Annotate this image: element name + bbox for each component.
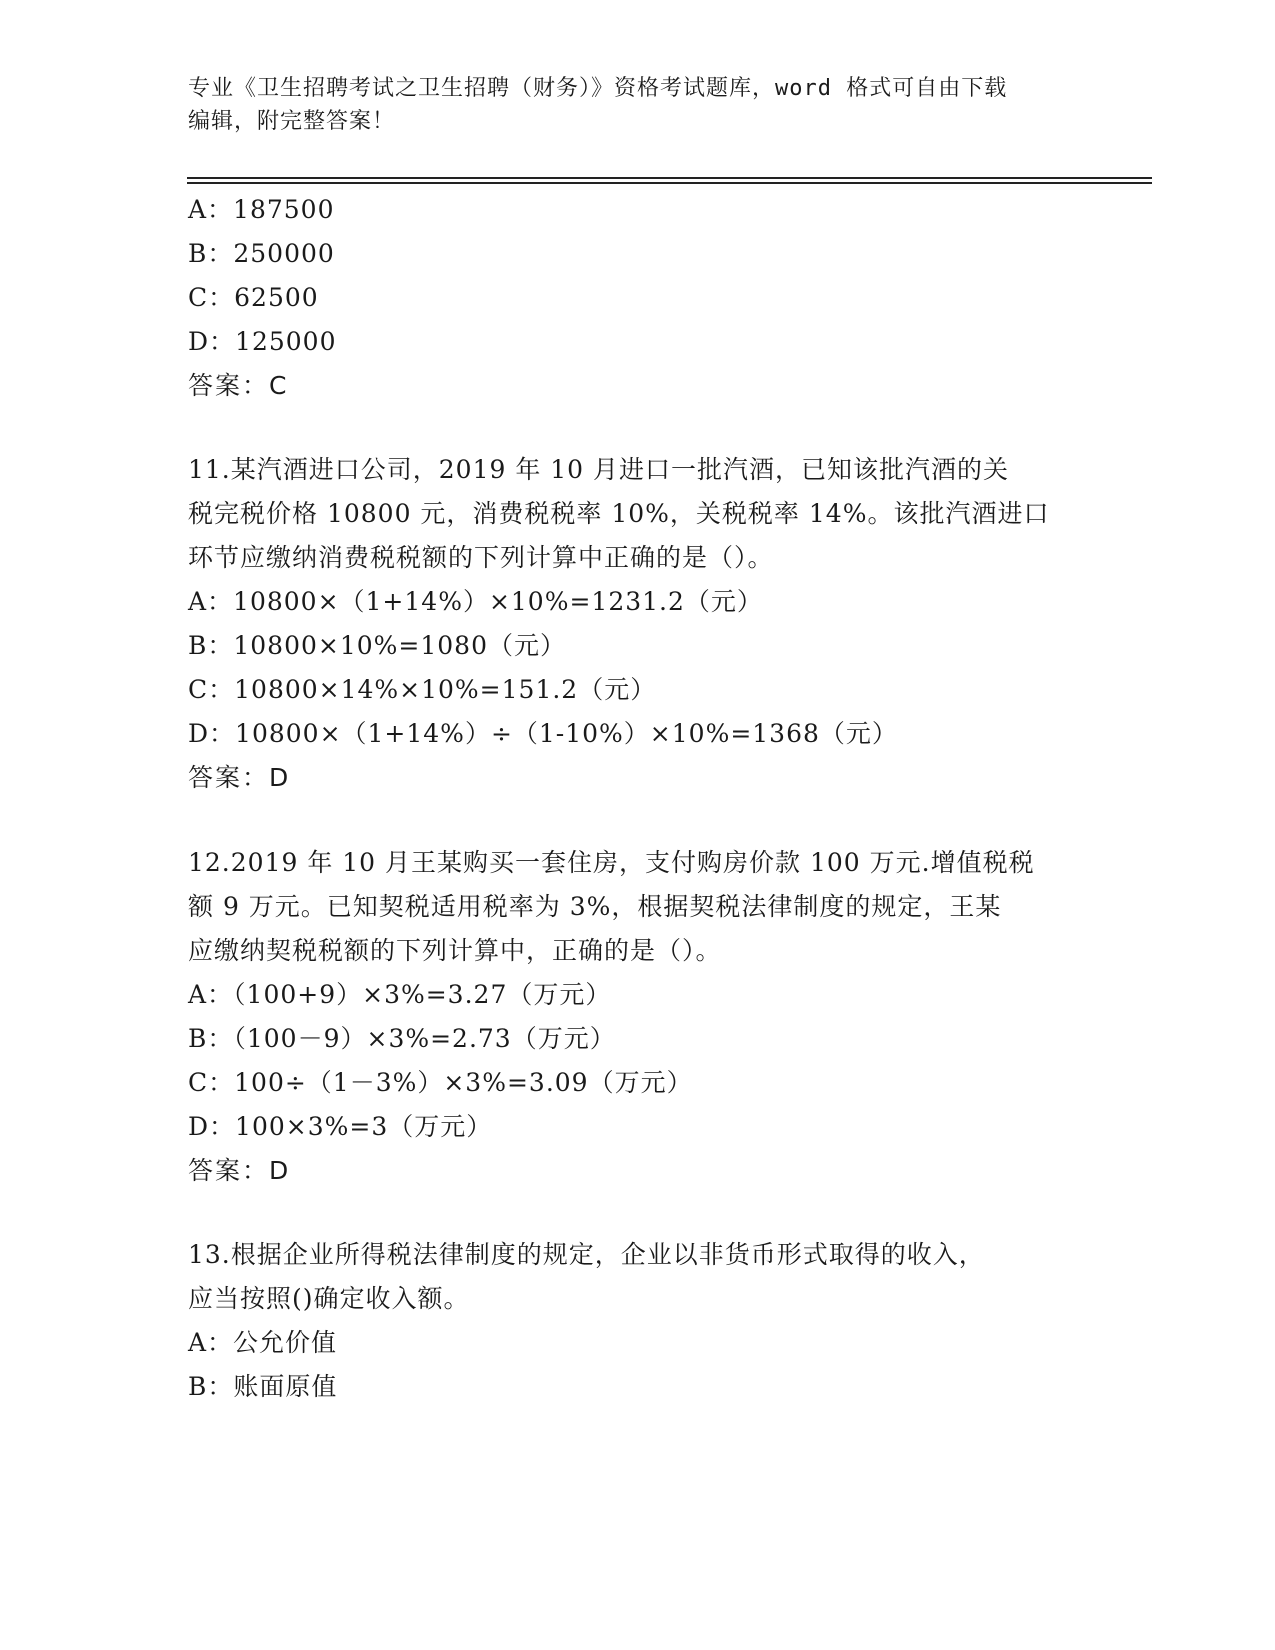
document-header [188,72,1068,138]
q12-option-d: D：100×3%=3（万元） [188,1112,493,1141]
header-line-2: 编辑，附完整答案！ [188,109,396,134]
q12-option-a: A：（100+9）×3%=3.27（万元） [188,980,612,1009]
q12-option-b: B：（100－9）×3%=2.73（万元） [188,1024,616,1053]
q13-option-a: A：公允价值 [188,1328,338,1357]
q12-answer [188,1156,289,1186]
q11-option-b: B：10800×10%=1080（元） [188,631,566,660]
q10-answer-label: 答案： [188,371,270,400]
header-divider-top [187,177,1152,179]
q11-answer-label: 答案： [188,763,270,792]
q11-option-a: A：10800×（1+14%）×10%=1231.2（元） [188,587,763,616]
q10-option-d: D：125000 [188,327,337,356]
q13-stem-line-2: 应当按照()确定收入额。 [188,1284,470,1313]
q12-option-c: C：100÷（1－3%）×3%=3.09（万元） [188,1068,693,1097]
q11-stem-line-3: 环节应缴纳消费税税额的下列计算中正确的是（）。 [188,543,774,572]
header-line-1: 专业《卫生招聘考试之卫生招聘（财务）》资格考试题库，word 格式可自由下载 [188,76,1008,101]
q11-answer-value: D [269,763,290,792]
q10-option-c: C：62500 [188,283,319,312]
q12-stem-line-2: 额 9 万元。已知契税适用税率为 3%，根据契税法律制度的规定，王某 [188,892,1002,921]
q10-answer-value: C [269,371,288,400]
q12-answer-label: 答案： [188,1156,270,1185]
q11-option-d: D：10800×（1+14%）÷（1-10%）×10%=1368（元） [188,719,898,748]
q11-stem-line-2: 税完税价格 10800 元，消费税税率 10%，关税税率 14%。该批汽酒进口 [188,499,1050,528]
q10-option-a: A：187500 [188,195,335,224]
q11-option-c: C：10800×14%×10%=151.2（元） [188,675,657,704]
q11-answer [188,763,289,793]
q12-answer-value: D [269,1156,290,1185]
q12-stem-line-1: 12.2019 年 10 月王某购买一套住房，支付购房价款 100 万元.增值税税 [188,848,1035,877]
q10-answer [188,371,287,401]
q10-option-b: B：250000 [188,239,335,268]
q13-option-b: B：账面原值 [188,1372,338,1401]
q12-stem-line-3: 应缴纳契税税额的下列计算中，正确的是（）。 [188,936,722,965]
q11-stem-line-1: 11.某汽酒进口公司，2019 年 10 月进口一批汽酒，已知该批汽酒的关 [188,455,1010,484]
q13-stem-line-1: 13.根据企业所得税法律制度的规定，企业以非货币形式取得的收入， [188,1240,985,1269]
header-divider-bottom [187,182,1152,184]
